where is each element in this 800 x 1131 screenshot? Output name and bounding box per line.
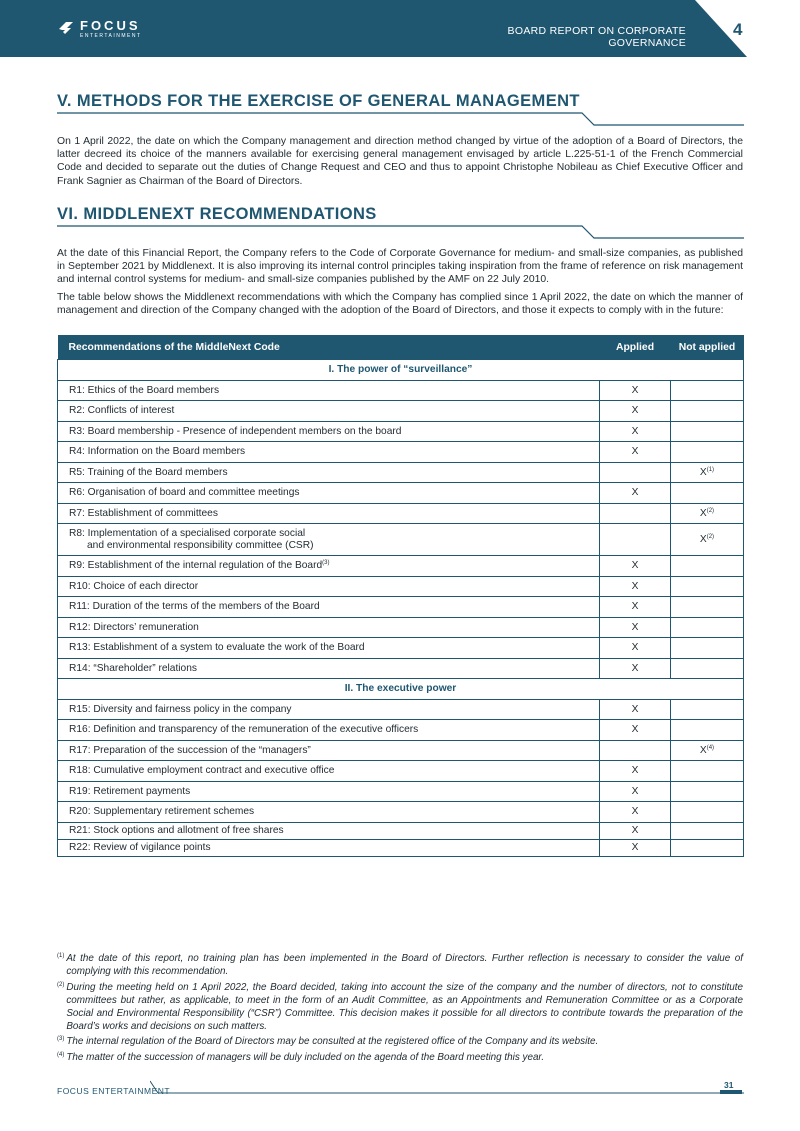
not-applied-mark: X xyxy=(699,744,707,756)
applied-cell: X xyxy=(600,658,671,679)
row-label-line-1: R8: Implementation of a specialised corporate social xyxy=(69,527,306,539)
not-applied-cell xyxy=(671,781,744,802)
table-row xyxy=(58,483,744,504)
row-label-line-2: and environmental responsibility committee (CSR) xyxy=(87,539,314,551)
not-applied-cell xyxy=(671,421,744,442)
row-label: R1: Ethics of the Board members xyxy=(58,380,600,401)
not-applied-cell xyxy=(671,556,744,577)
table-row xyxy=(58,781,744,802)
footnote-mark: (4) xyxy=(57,1051,65,1058)
applied-cell: X xyxy=(600,442,671,463)
table-row xyxy=(58,839,744,856)
table-row xyxy=(58,638,744,659)
section-rule xyxy=(57,112,744,126)
row-label: R16: Definition and transparency of the remuneration of the executive officers xyxy=(58,720,600,741)
footnote-ref: (3) xyxy=(322,560,330,567)
not-applied-cell xyxy=(671,740,744,761)
footnote-text: The matter of the succession of managers will be duly included on the agenda of the Board meeting this year. xyxy=(66,1051,545,1063)
not-applied-cell xyxy=(671,761,744,782)
not-applied-mark: X xyxy=(699,533,707,545)
row-label: R17: Preparation of the succession of the “managers” xyxy=(58,740,600,761)
group-row xyxy=(58,679,744,700)
middlenext-recommendations-table xyxy=(57,335,744,857)
table-row xyxy=(58,822,744,839)
table-row xyxy=(58,556,744,577)
not-applied-cell xyxy=(671,822,744,839)
section-number: 4 xyxy=(733,20,743,39)
row-label xyxy=(58,556,600,577)
not-applied-cell xyxy=(671,720,744,741)
applied-cell: X xyxy=(600,720,671,741)
company-logo xyxy=(58,16,142,42)
table-row xyxy=(58,740,744,761)
row-label: R18: Cumulative employment contract and executive office xyxy=(58,761,600,782)
group-row xyxy=(58,360,744,381)
not-applied-cell xyxy=(671,401,744,422)
logo-main-text: FOCUS xyxy=(80,18,141,33)
section-vi-paragraph-2: The table below shows the Middlenext recommendations with which the Company has complied since 1 April 2022, the date on which the manner of management and direction of the Company changed with the adoption of the Board of Directors, and those it expects to comply with in the future: xyxy=(57,292,743,317)
header-tab-shape xyxy=(685,0,800,57)
not-applied-cell xyxy=(671,576,744,597)
table-header-row xyxy=(58,335,744,360)
footnote-ref: (1) xyxy=(706,466,715,473)
section-v-paragraph: On 1 April 2022, the date on which the Company management and direction method changed by virtue of the adoption of a Board of Directors, the latter decreed its choice of the manners available for exercising general management envisaged by article L.225-51-1 of the French Commercial Code and decided to separate out the duties of Change Request and CEO and thus to appoint Christophe Nobileau as Chief Executive Officer and Frank Sagnier as Chairman of the Board of Directors. xyxy=(57,136,743,187)
not-applied-cell xyxy=(671,699,744,720)
not-applied-cell xyxy=(671,380,744,401)
table-row xyxy=(58,503,744,524)
table-row xyxy=(58,802,744,823)
footnote xyxy=(57,1035,743,1048)
footnote-mark: (1) xyxy=(57,953,65,959)
row-label: R3: Board membership - Presence of independent members on the board xyxy=(58,421,600,442)
section-vi-paragraph-1: At the date of this Financial Report, the Company refers to the Code of Corporate Governance for medium- and small-size companies, as published in September 2021 by Middlenext. It is also improving its internal control principles taking inspiration from the frame of reference on risk management and internal control systems for medium- and small-size companies published by the AMF on 22 July 2010. xyxy=(57,248,743,286)
table-row xyxy=(58,761,744,782)
footnote-mark: (2) xyxy=(57,981,65,988)
table-row xyxy=(58,380,744,401)
table-row xyxy=(58,720,744,741)
not-applied-cell xyxy=(671,442,744,463)
header-not-applied: Not applied xyxy=(671,335,744,360)
not-applied-cell xyxy=(671,638,744,659)
footnote-ref: (2) xyxy=(706,533,715,540)
not-applied-mark: X xyxy=(699,466,707,478)
row-label: R4: Information on the Board members xyxy=(58,442,600,463)
not-applied-cell xyxy=(671,617,744,638)
row-label: R19: Retirement payments xyxy=(58,781,600,802)
not-applied-cell xyxy=(671,462,744,483)
not-applied-cell xyxy=(671,597,744,618)
applied-cell: X xyxy=(600,576,671,597)
table-row xyxy=(58,597,744,618)
row-label: R11: Duration of the terms of the members of the Board xyxy=(58,597,600,618)
row-label xyxy=(58,524,600,556)
applied-cell: X xyxy=(600,761,671,782)
row-label: R21: Stock options and allotment of free shares xyxy=(58,822,600,839)
row-label: R6: Organisation of board and committee meetings xyxy=(58,483,600,504)
row-label: R10: Choice of each director xyxy=(58,576,600,597)
applied-cell: X xyxy=(600,822,671,839)
footnote xyxy=(57,952,743,978)
applied-cell xyxy=(600,462,671,483)
footnote-mark: (3) xyxy=(57,1036,65,1042)
applied-cell: X xyxy=(600,401,671,422)
applied-cell: X xyxy=(600,617,671,638)
applied-cell: X xyxy=(600,483,671,504)
table-row xyxy=(58,576,744,597)
applied-cell: X xyxy=(600,421,671,442)
page-number: 31 xyxy=(724,1080,734,1090)
table-row xyxy=(58,462,744,483)
footnotes xyxy=(57,952,743,1066)
logo-mark-icon xyxy=(58,20,74,38)
not-applied-cell xyxy=(671,839,744,856)
logo-sub-text: ENTERTAINMENT xyxy=(80,33,142,39)
page-header xyxy=(0,0,800,57)
footnote-text: During the meeting held on 1 April 2022, the Board decided, taking into account the size of the company and the number of directors, not to constitute committees but rather, as applicable, to meet in the form of an Audit Committee, as an Appointments and Remuneration Committee or as a Corporate Social and Environmental Responsibility (“CSR”) Committee. This decision makes it possible for all directors to contribute towards the preparation of the Board’s works and decisions on such matters. xyxy=(66,981,743,1032)
footer-brand: FOCUS ENTERTAINMENT xyxy=(57,1086,171,1096)
table-row xyxy=(58,699,744,720)
not-applied-mark: X xyxy=(699,507,707,519)
not-applied-cell xyxy=(671,802,744,823)
section-title-vi: VI. MIDDLENEXT RECOMMENDATIONS xyxy=(57,205,377,223)
row-label: R13: Establishment of a system to evaluate the work of the Board xyxy=(58,638,600,659)
section-title-v: V. METHODS FOR THE EXERCISE OF GENERAL MANAGEMENT xyxy=(57,92,580,110)
not-applied-cell xyxy=(671,658,744,679)
section-rule xyxy=(57,225,744,239)
row-label: R15: Diversity and fairness policy in the company xyxy=(58,699,600,720)
applied-cell: X xyxy=(600,699,671,720)
footer-rule xyxy=(150,1080,744,1096)
applied-cell: X xyxy=(600,638,671,659)
row-label: R12: Directors’ remuneration xyxy=(58,617,600,638)
applied-cell: X xyxy=(600,556,671,577)
footnote xyxy=(57,1051,743,1064)
footnote-ref: (2) xyxy=(706,507,715,514)
table-row xyxy=(58,401,744,422)
table-row xyxy=(58,421,744,442)
applied-cell xyxy=(600,524,671,556)
row-label: R22: Review of vigilance points xyxy=(58,839,600,856)
table-row xyxy=(58,658,744,679)
applied-cell: X xyxy=(600,781,671,802)
applied-cell: X xyxy=(600,839,671,856)
header-recommendation: Recommendations of the MiddleNext Code xyxy=(58,335,600,360)
row-label: R7: Establishment of committees xyxy=(58,503,600,524)
header-title: BOARD REPORT ON CORPORATE GOVERNANCE xyxy=(507,25,686,49)
footnote xyxy=(57,981,743,1033)
group-label: I. The power of “surveillance” xyxy=(58,360,744,381)
row-label: R5: Training of the Board members xyxy=(58,462,600,483)
applied-cell: X xyxy=(600,380,671,401)
row-label: R2: Conflicts of interest xyxy=(58,401,600,422)
not-applied-cell xyxy=(671,524,744,556)
row-label-text: R9: Establishment of the internal regulation of the Board xyxy=(69,560,323,572)
table-row xyxy=(58,617,744,638)
footnote-text: At the date of this report, no training plan has been implemented in the Board of Directors. Further reflection is necessary to consider the value of complying with this recommendation. xyxy=(66,953,743,977)
group-label: II. The executive power xyxy=(58,679,744,700)
not-applied-cell xyxy=(671,503,744,524)
row-label: R20: Supplementary retirement schemes xyxy=(58,802,600,823)
row-label: R14: “Shareholder” relations xyxy=(58,658,600,679)
applied-cell xyxy=(600,503,671,524)
applied-cell: X xyxy=(600,597,671,618)
applied-cell: X xyxy=(600,802,671,823)
table-row xyxy=(58,442,744,463)
footnote-ref: (4) xyxy=(706,744,715,751)
header-applied: Applied xyxy=(600,335,671,360)
footnote-text: The internal regulation of the Board of Directors may be consulted at the registered office of the Company and its website. xyxy=(66,1036,599,1047)
table-row xyxy=(58,524,744,556)
applied-cell xyxy=(600,740,671,761)
not-applied-cell xyxy=(671,483,744,504)
